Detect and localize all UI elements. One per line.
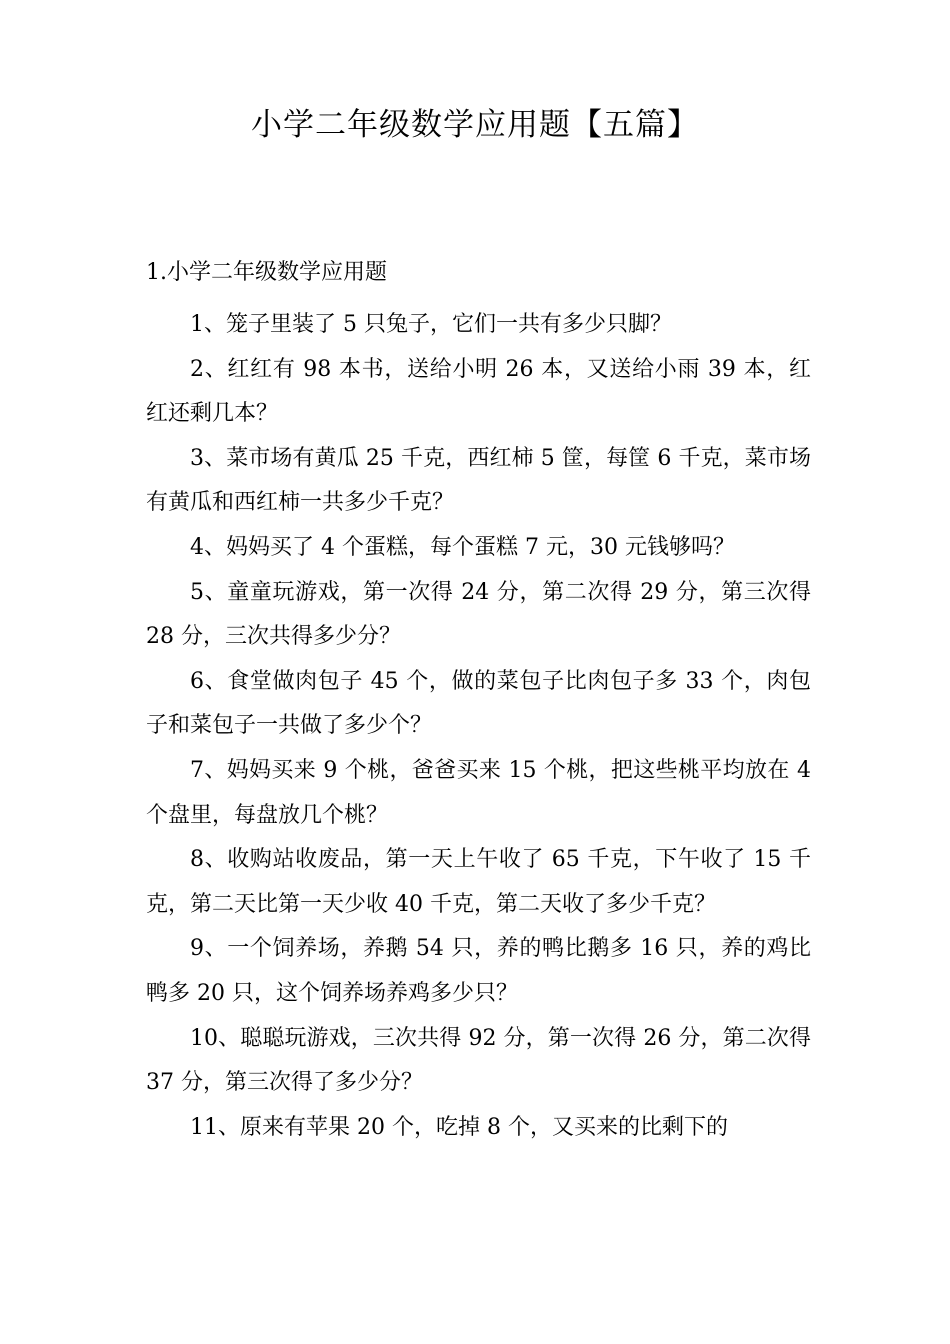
problem-1: 1、笼子里装了 5 只兔子，它们一共有多少只脚？ — [190, 312, 672, 337]
problem-10: 10、聪聪玩游戏，三次共得 92 分，第一次得 26 分，第二次得 37 分，第三次得了多少分？ — [146, 1025, 811, 1096]
problem-4: 4、妈妈买了 4 个蛋糕，每个蛋糕 7 元，30 元钱够吗？ — [190, 534, 735, 560]
problem-11: 11、原来有苹果 20 个，吃掉 8 个，又买来的比剩下的 — [190, 1114, 728, 1140]
problem-2: 2、红红有 98 本书，送给小明 26 本，又送给小雨 39 本，红红还剩几本？ — [146, 356, 811, 427]
section-heading: 1.小学二年级数学应用题 — [146, 260, 387, 285]
problem-6: 6、食堂做肉包子 45 个，做的菜包子比肉包子多 33 个，肉包子和菜包子一共做了多少个？ — [146, 668, 811, 739]
problem-8: 8、收购站收废品，第一天上午收了 65 千克，下午收了 15 千克，第二天比第一天少收 40 千克，第二天收了多少千克？ — [146, 847, 811, 917]
problem-5: 5、童童玩游戏，第一次得 24 分，第二次得 29 分，第三次得 28 分，三次共得多少分？ — [146, 579, 811, 650]
problem-3: 3、菜市场有黄瓜 25 千克，西红柿 5 筐，每筐 6 千克，菜市场有黄瓜和西红柿一共多少千克？ — [146, 445, 811, 516]
document-title: 小学二年级数学应用题【五篇】 — [251, 107, 699, 143]
problem-list — [146, 303, 811, 1150]
problem-7: 7、妈妈买来 9 个桃，爸爸买来 15 个桃，把这些桃平均放在 4 个盘里，每盘放几个桃？ — [146, 757, 811, 828]
problem-9: 9、一个饲养场，养鹅 54 只，养的鸭比鹅多 16 只，养的鸡比鸭多 20 只，这个饲养场养鸡多少只？ — [146, 936, 811, 1006]
